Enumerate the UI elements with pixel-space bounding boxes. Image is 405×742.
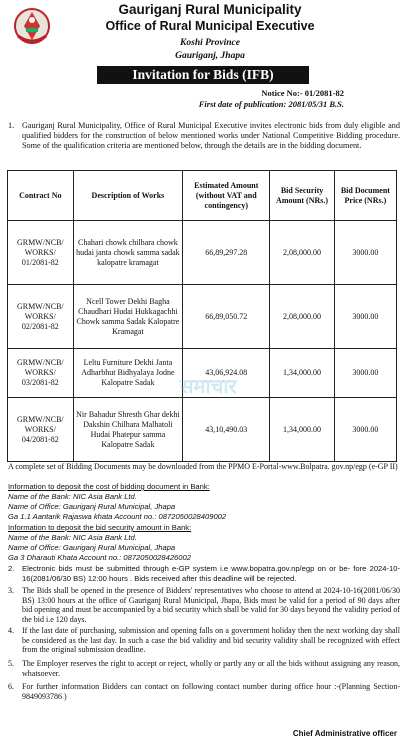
document-price: 3000.00 [334, 398, 396, 462]
bid-security: 2,08,000.00 [270, 285, 334, 349]
bid-security: 1,34,000.00 [270, 349, 334, 398]
work-description: Nir Bahadur Shresth Ghar dekhi Dakshin Chilhara Malhatoli Hudai Phatepur samma Kalopatre Sadak [73, 398, 183, 462]
estimated-amount: 66,89,297.28 [183, 221, 270, 285]
document-price: 3000.00 [334, 285, 396, 349]
notice-number: Notice No:- 01/2081-82 [261, 88, 344, 98]
security-deposit-heading: Information to deposit the bid security amount in Bank: [8, 523, 192, 532]
signature-label: Chief Administrative officer [292, 729, 397, 738]
contract-no: GRMW/NCB/ WORKS/ 03/2081-82 [8, 349, 74, 398]
table-header-row [8, 171, 397, 221]
table-row [8, 285, 397, 349]
document-price: 3000.00 [334, 221, 396, 285]
municipality-title: Gauriganj Rural Municipality [118, 2, 302, 17]
table-row [8, 398, 397, 462]
bid-security: 1,34,000.00 [270, 398, 334, 462]
list-item: 4. If the last date of purchasing, submission and opening falls on a government holiday then the next working day shall be considered as the last day. In such a case the bid validity and bid security validity shall be recognized with effect from the original submission deadline. [8, 626, 400, 655]
header-estimate: Estimated Amount (without VAT and contingency) [183, 171, 270, 221]
estimated-amount: 43,06,924.08 [183, 349, 270, 398]
ifb-banner: Invitation for Bids (IFB) [97, 66, 309, 84]
list-item: 6. For further information Bidders can contact on following contact number during office hour :-(Planning Section-9849093786 ) [8, 682, 400, 701]
work-description: Ncell Tower Dekhi Bagha Chaudhari Hudai Hukkagachhi Chowk samma Sadak Kalopatre Kramagat [73, 285, 183, 349]
location-label: Gauriganj, Jhapa [175, 51, 245, 61]
cost-deposit-heading: Information to deposit the cost of bidding document in Bank: [8, 482, 210, 491]
document-price: 3000.00 [334, 349, 396, 398]
work-description: Chahari chowk chilhara chowk hudai janta chowk samma sadak kalopatre kramagat [73, 221, 183, 285]
nepal-emblem-icon [10, 6, 54, 46]
province-label: Koshi Province [180, 38, 240, 48]
intro-paragraph [8, 121, 400, 151]
header-description: Description of Works [73, 171, 183, 221]
watermark-logo: समाचार [180, 374, 237, 398]
bidding-docs-note: A complete set of Bidding Documents may be downloaded from the PPMO E-Portal-www.Bolpatra. gov.np/egp (e-GP II) [8, 462, 398, 471]
list-item: 2. Electronic bids must be submitted through e-GP system i.e www.bopatra.gov.np/egp on or be- fore 2024-10-16(2081/06/30 BS) 12:00 hours . Bids received after this deadline will be rejected. [8, 564, 400, 583]
intro-text: Gauriganj Rural Municipality, Office of Rural Municipal Executive invites electronic bids from duly eligible and qualified bidders for the construction of below mentioned works under National Competitive Bidding procedure. Some of the qualification criteria are mentioned below, through the details are in the bidding document. [22, 121, 400, 150]
intro-number: 1. [8, 121, 15, 130]
contract-no: GRMW/NCB/ WORKS/ 04/2081-82 [8, 398, 74, 462]
header-security: Bid Security Amount (NRs.) [270, 171, 334, 221]
bid-security: 2,08,000.00 [270, 221, 334, 285]
list-item: 5. The Employer reserves the right to accept or reject, wholly or partly any or all the bids without assigning any reason, whatsoever. [8, 659, 400, 678]
cost-office-name: Name of Office: Gauriganj Rural Municipal, Jhapa [8, 502, 176, 511]
cost-bank-name: Name of the Bank: NIC Asia Bank Ltd. [8, 492, 137, 501]
contract-no: GRMW/NCB/ WORKS/ 02/2081-82 [8, 285, 74, 349]
table-row [8, 221, 397, 285]
security-bank-name: Name of the Bank: NIC Asia Bank Ltd. [8, 533, 137, 542]
cost-account-no: Ga 1.1 Aantarik Rajaswa khata Account no.: 0872050028409002 [8, 512, 227, 521]
work-description: Leltu Furniture Dekhi Janta Adharbhut Bidhyalaya Jodne Kalopatre Sadak [73, 349, 183, 398]
estimated-amount: 66,89,050.72 [183, 285, 270, 349]
security-office-name: Name of Office: Gauriganj Rural Municipal, Jhapa [8, 543, 176, 552]
security-account-no: Ga 3 Dharauti Khata Account no.: 0872050028426002 [8, 553, 191, 562]
header-price: Bid Document Price (NRs.) [334, 171, 396, 221]
publication-date: First date of publication: 2081/05/31 B.S. [198, 99, 344, 109]
office-title: Office of Rural Municipal Executive [105, 19, 315, 33]
estimated-amount: 43,10,490.03 [183, 398, 270, 462]
contract-no: GRMW/NCB/ WORKS/ 01/2081-82 [8, 221, 74, 285]
bids-table [7, 170, 397, 462]
list-item: 3. The Bids shall be opened in the presence of Bidders' representatives who choose to attend at 2024-10-16(2081/06/30 BS) 13:00 hours at the office of Gauriganj Rural Municipal, Jhapa, Bids must be valid for a period of 90 days after bid opening and must be accompanied by a bid security which shall be valid for 30 days beyond the validity period of the bid i.e 120 days. [8, 586, 400, 624]
header-contract: Contract No [8, 171, 74, 221]
